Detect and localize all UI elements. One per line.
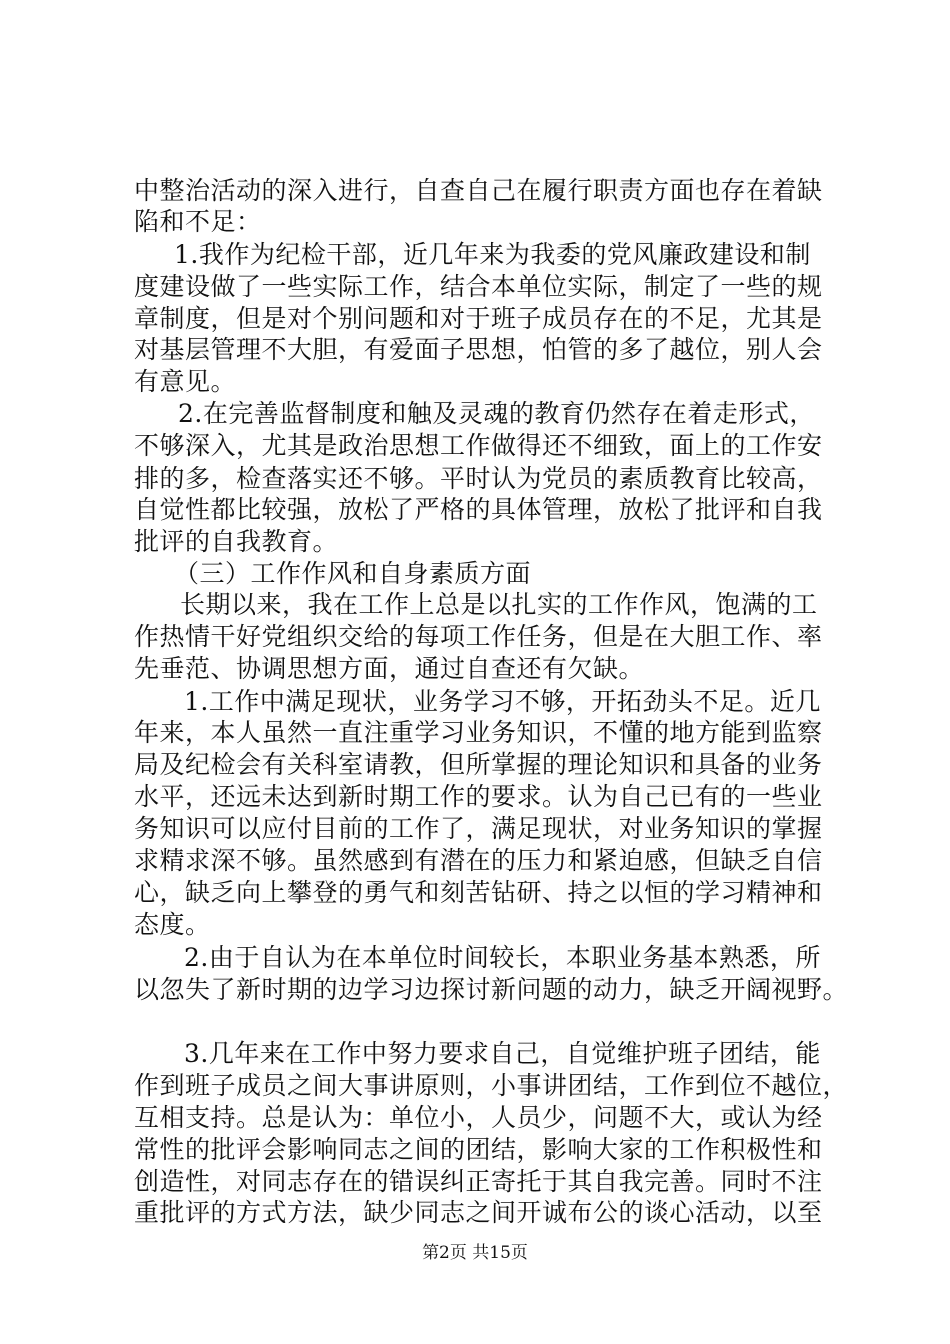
text-line: 作到班子成员之间大事讲原则，小事讲团结，工作到位不越位， <box>134 1071 849 1100</box>
text-line: 1.工作中满足现状，业务学习不够，开拓劲头不足。近几 <box>184 687 821 716</box>
text-line: 排的多，检查落实还不够。平时认为党员的素质教育比较高， <box>134 464 823 493</box>
text-line: 陷和不足： <box>134 207 262 236</box>
text-line: 度建设做了一些实际工作，结合本单位实际，制定了一些的规 <box>134 272 823 301</box>
text-line: 务知识可以应付目前的工作了，满足现状，对业务知识的掌握 <box>134 814 823 843</box>
text-line: 水平，还远未达到新时期工作的要求。认为自己已有的一些业 <box>134 782 823 811</box>
text-line: 重批评的方式方法，缺少同志之间开诚布公的谈心活动，以至 <box>134 1198 823 1227</box>
text-line: 不够深入，尤其是政治思想工作做得还不细致，面上的工作安 <box>134 431 823 460</box>
section-heading: （三）工作作风和自身素质方面 <box>174 559 532 588</box>
text-line: 自觉性都比较强，放松了严格的具体管理，放松了批评和自我 <box>134 495 823 524</box>
text-line: 中整治活动的深入进行，自查自己在履行职责方面也存在着缺 <box>134 176 823 205</box>
text-line: 常性的批评会影响同志之间的团结，影响大家的工作积极性和 <box>134 1135 823 1164</box>
text-line: 心，缺乏向上攀登的勇气和刻苦钻研、持之以恒的学习精神和 <box>134 878 823 907</box>
text-line: 互相支持。总是认为：单位小，人员少，问题不大，或认为经 <box>134 1103 823 1132</box>
text-line: 有意见。 <box>134 367 237 396</box>
text-line: 章制度，但是对个别问题和对于班子成员存在的不足，尤其是 <box>134 304 823 333</box>
text-line: 2.在完善监督制度和触及灵魂的教育仍然存在着走形式， <box>178 399 815 428</box>
text-line: 先垂范、协调思想方面，通过自查还有欠缺。 <box>134 654 645 683</box>
text-line: 对基层管理不大胆，有爱面子思想，怕管的多了越位，别人会 <box>134 335 823 364</box>
text-line: 创造性，对同志存在的错误纠正寄托于其自我完善。同时不注 <box>134 1167 823 1196</box>
text-line: 长期以来，我在工作上总是以扎实的工作作风，饱满的工 <box>180 590 818 619</box>
text-line: 以忽失了新时期的边学习边探讨新问题的动力，缺乏开阔视野。 <box>134 975 849 1004</box>
text-line: 2.由于自认为在本单位时间较长，本职业务基本熟悉，所 <box>184 943 821 972</box>
text-line: 1.我作为纪检干部，近几年来为我委的党风廉政建设和制 <box>174 240 811 269</box>
text-line: 态度。 <box>134 910 211 939</box>
text-line: 求精求深不够。虽然感到有潜在的压力和紧迫感，但缺乏自信 <box>134 846 823 875</box>
text-line: 作热情干好党组织交给的每项工作任务，但是在大胆工作、率 <box>134 622 823 651</box>
text-line: 年来，本人虽然一直注重学习业务知识，不懂的地方能到监察 <box>134 718 823 747</box>
text-line: 局及纪检会有关科室请教，但所掌握的理论知识和具备的业务 <box>134 750 823 779</box>
text-line: 批评的自我教育。 <box>134 527 339 556</box>
page-footer: 第2页 共15页 <box>422 1243 528 1263</box>
text-line: 3.几年来在工作中努力要求自己，自觉维护班子团结，能 <box>184 1039 821 1068</box>
